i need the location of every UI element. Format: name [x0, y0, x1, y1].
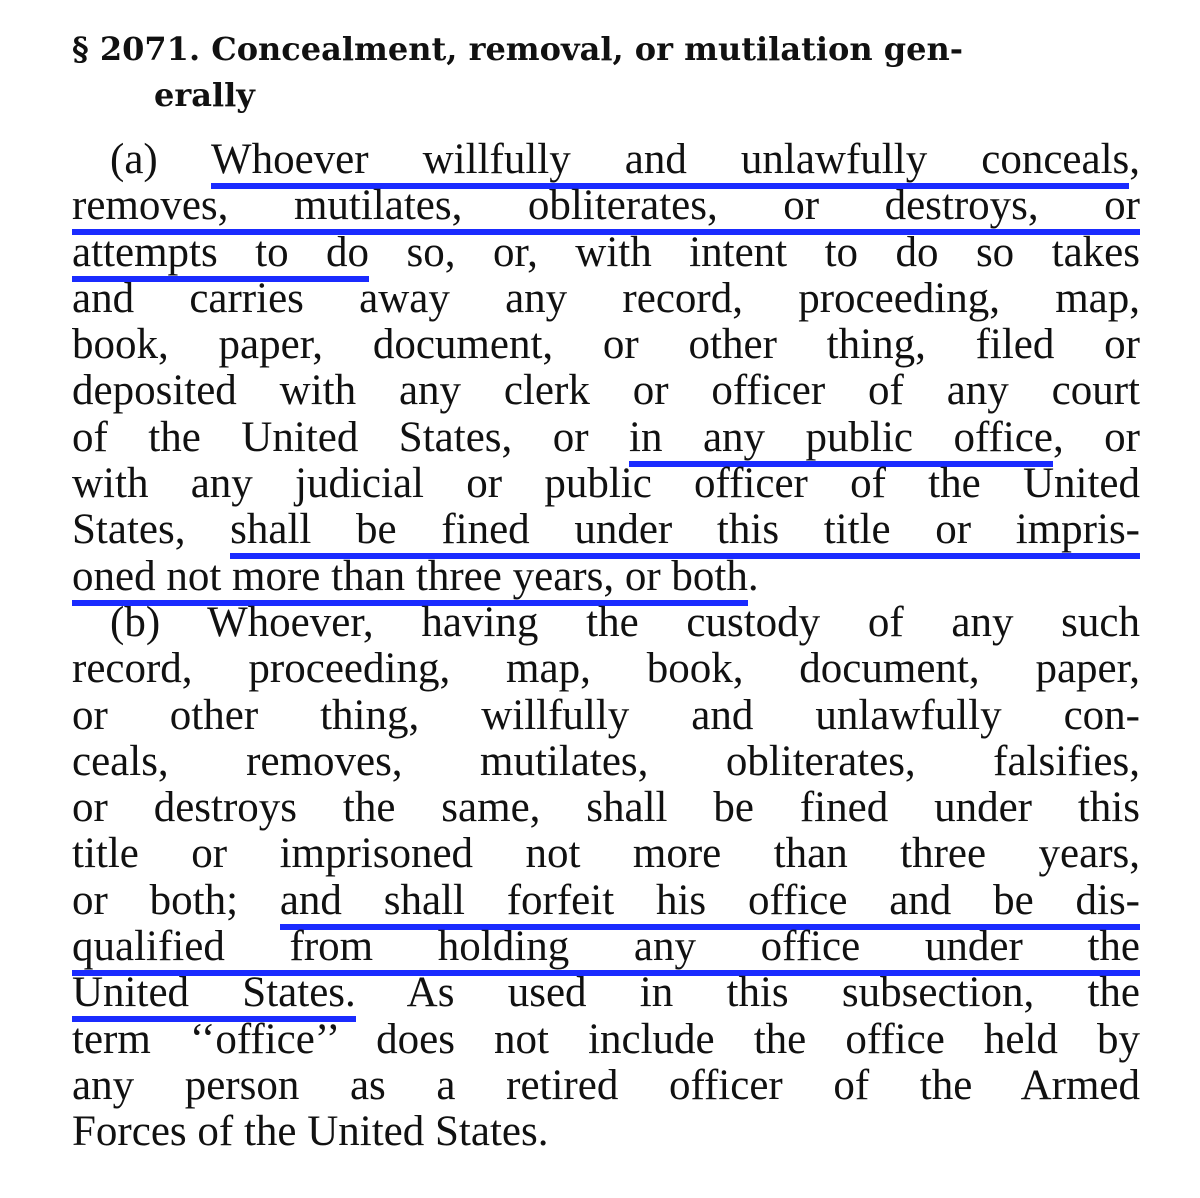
section-heading-line-2: erally: [154, 76, 255, 114]
text-line: with any judicial or public officer of the United: [72, 460, 1140, 508]
highlighted-phrase: Whoever willfully and unlawfully conceals: [211, 136, 1129, 189]
text-line: [72, 970, 1140, 1016]
text-line: [72, 554, 1140, 600]
text-line: Forces of the United States.: [72, 1108, 549, 1156]
text-line: ceals, removes, mutilates, obliterates, falsifies,: [72, 737, 1140, 785]
text-line: deposited with any clerk or officer of any court: [72, 367, 1140, 415]
text-line: or destroys the same, shall be fined under this: [72, 784, 1140, 832]
highlighted-phrase: removes, mutilates, obliterates, or destroys, or: [72, 182, 1140, 235]
text-line: title or imprisoned not more than three years,: [72, 830, 1140, 878]
text-line: [72, 878, 1140, 924]
text-fragment: , or: [1052, 413, 1140, 461]
highlighted-phrase: United States.: [72, 969, 356, 1022]
section-heading: [72, 26, 1140, 118]
text-line: term ‘‘office’’ does not include the office held by: [72, 1015, 1140, 1063]
text-line: [72, 183, 1140, 229]
highlighted-phrase: attempts to do: [72, 229, 369, 282]
text-fragment: of the United States, or: [72, 413, 630, 461]
text-fragment: .: [747, 552, 759, 600]
text-line: [72, 137, 1140, 183]
text-line: [72, 230, 1140, 276]
subsection-b: [72, 600, 1140, 1156]
statute-page: [72, 26, 1140, 1156]
highlighted-phrase: qualified from holding any office under the: [72, 923, 1140, 976]
highlighted-phrase: and shall forfeit his office and be dis-: [280, 877, 1140, 930]
subsection-a-label: (a): [110, 136, 211, 183]
text-line: [72, 507, 1140, 553]
text-fragment: ,: [1129, 136, 1141, 183]
text-fragment: or both;: [72, 876, 280, 924]
text-line: or other thing, willfully and unlawfully con-: [72, 691, 1140, 739]
text-line: [72, 924, 1140, 970]
text-line: and carries away any record, proceeding, map,: [72, 274, 1140, 322]
subsection-a: [72, 137, 1140, 600]
text-line: record, proceeding, map, book, document, paper,: [72, 645, 1140, 693]
text-line: [72, 415, 1140, 461]
highlighted-phrase: oned not more than three years, or both: [72, 553, 748, 606]
highlighted-phrase: in any public office: [629, 414, 1053, 467]
text-fragment: States,: [72, 506, 231, 554]
section-heading-line-1: § 2071. Concealment, removal, or mutilation gen-: [72, 30, 964, 68]
text-line: (b) Whoever, having the custody of any such: [110, 598, 1140, 646]
highlighted-phrase: shall be fined under this title or impris-: [230, 506, 1140, 559]
text-line: any person as a retired officer of the Armed: [72, 1061, 1140, 1109]
text-fragment: so, or, with intent to do so takes: [369, 228, 1140, 276]
text-line: book, paper, document, or other thing, filed or: [72, 321, 1140, 369]
text-fragment: As used in this subsection, the: [355, 969, 1140, 1017]
